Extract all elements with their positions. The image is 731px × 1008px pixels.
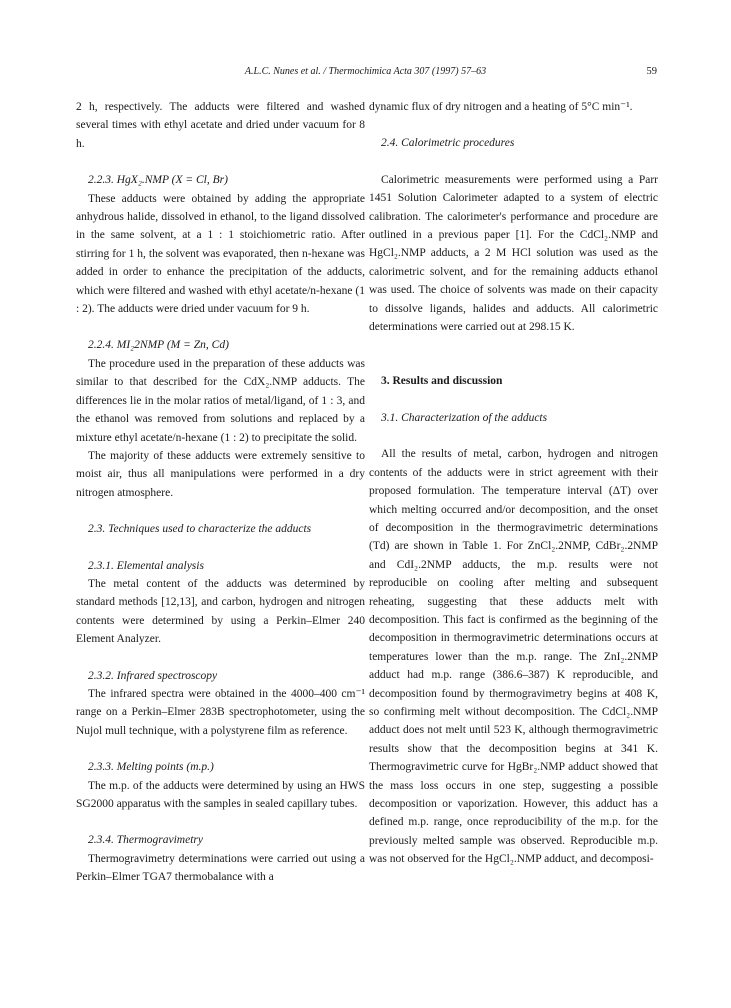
right-column	[369, 98, 658, 869]
paragraph-2-4: Calorimetric measurements were performed using a Parr 1451 Solution Calorimeter adapted to a system of electric calibration. The calorimeter's performance and procedure are outlined in a previous paper [1]. For the CdCl₂.NMP and HgCl₂.NMP adducts, a 2 M HCl solution was used as the calorimetric solvent, and for the remaining adducts ethanol was used. The choice of solvents was made on their capacity to dissolve ligands, halides and adducts. All calorimetric determinations were carried out at 298.15 K.	[369, 173, 658, 334]
paragraph-2-3-3: The m.p. of the adducts were determined by using an HWS SG2000 apparatus with the samples in sealed capillary tubes.	[76, 779, 365, 810]
heading-2-3-1: 2.3.1. Elemental analysis	[88, 559, 204, 572]
paragraph-continued: dynamic flux of dry nitrogen and a heating of 5°C min⁻¹.	[369, 101, 633, 113]
heading-2-3-2: 2.3.2. Infrared spectroscopy	[88, 669, 218, 682]
heading-2-2-3: 2.2.3. HgX₂.NMP (X = Cl, Br)	[88, 174, 228, 187]
paragraph-intro: 2 h, respectively. The adducts were filtered and washed several times with ethyl acetate and dried under vacuum for 8 h.	[76, 101, 365, 150]
heading-2-3: 2.3. Techniques used to characterize the adducts	[88, 523, 312, 536]
heading-2-4: 2.4. Calorimetric procedures	[381, 137, 515, 150]
paragraph-2-3-4: Thermogravimetry determinations were carried out using a Perkin–Elmer TGA7 thermobalance with a	[76, 852, 365, 884]
heading-3: 3. Results and discussion	[381, 375, 503, 388]
running-head: A.L.C. Nunes et al. / Thermochimica Acta 307 (1997) 57–63	[244, 66, 487, 77]
heading-2-2-4: 2.2.4. MI₂2NMP (M = Zn, Cd)	[88, 339, 229, 352]
heading-2-3-4: 2.3.4. Thermogravimetry	[88, 834, 203, 847]
paragraph-2-2-4-a: The procedure used in the preparation of these adducts was similar to that described for the CdX₂.NMP adducts. The differences lie in the molar ratios of metal/ligand, of 1 : 3, and the ethanol was removed from solutions and replaced by a mixture ethyl acetate/n-hexane (1 : 2) to precipitate the solid.	[76, 357, 365, 444]
heading-3-1: 3.1. Characterization of the adducts	[381, 411, 548, 424]
left-column	[76, 98, 365, 887]
heading-2-3-3: 2.3.3. Melting points (m.p.)	[88, 761, 214, 774]
paragraph-2-2-3: These adducts were obtained by adding the appropriate anhydrous halide, dissolved in ethanol, to the ligand dissolved in the same solvent, at a 1 : 1 stoichiometric ratio. After stirring for 1 h, the solvent was evaporated, then n-hexane was added in order to enhance the precipitation of the adducts, which were filtered and washed with ethyl acetate/n-hexane (1 : 2). The adducts were dried under vacuum for 9 h.	[76, 192, 365, 316]
paragraph-2-3-1: The metal content of the adducts was determined by standard methods [12,13], and carbon, hydrogen and nitrogen contents were determined by using a Perkin–Elmer 240 Element Analyzer.	[76, 577, 365, 646]
paragraph-2-3-2: The infrared spectra were obtained in the 4000–400 cm⁻¹ range on a Perkin–Elmer 283B spectrophotometer, using the Nujol mull technique, with a polystyrene film as reference.	[76, 687, 365, 737]
page-number: 59	[646, 66, 657, 77]
paragraph-2-2-4-b: The majority of these adducts were extremely sensitive to moist air, thus all manipulations were performed in a dry nitrogen atmosphere.	[76, 449, 365, 499]
paragraph-3-1: All the results of metal, carbon, hydrogen and nitrogen contents of the adducts were in strict agreement with their proposed formulation. The temperature interval (ΔT) over which melting occurred and/or decomposition, and the onset of decomposition in the thermogravimetric determinations (Td) are shown in Table 1. For ZnCl₂.2NMP, CdBr₂.2NMP and CdI₂.2NMP adducts, the m.p. results were not reproducible on cooling after melting and subsequent reheating, suggesting that these adducts melt with decomposition. This fact is confirmed as the beginning of the decomposition in thermogravimetric determinations occurs at temperatures lower than the m.p. range. The ZnI₂.2NMP adduct had m.p. range (386.6–387) K reproducible, and decomposition found by thermogravimetry begins at 408 K, so confirming melt without decomposition. The CdCl₂.NMP adduct does not melt until 523 K, although thermogravimetric results show that the decomposition begins at 341 K. Thermogravimetric curve for HgBr₂.NMP adduct showed that the mass loss occurs in one step, suggesting a possible decomposition or vaporization. However, this adduct has a defined m.p. range, once reproducibility of the m.p. for the previously melted sample was observed. Reproducible m.p. was not observed for the HgCl₂.NMP adduct, and decomposi-	[369, 448, 658, 866]
